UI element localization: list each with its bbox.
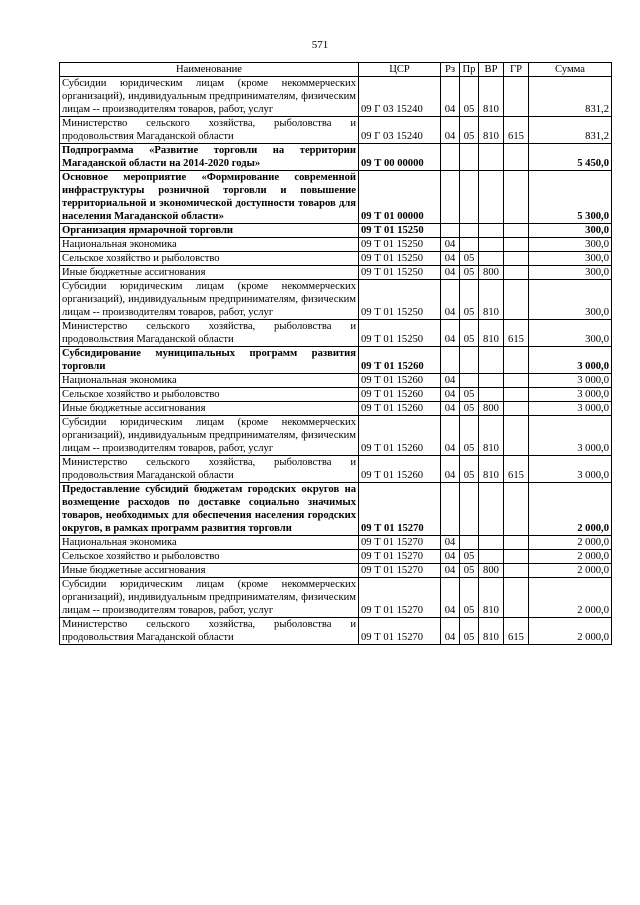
row-name: Субсидирование муниципальных программ развития торговли: [60, 347, 359, 374]
row-gr: [504, 144, 529, 171]
row-rz: [441, 483, 460, 536]
row-pr: 05: [460, 564, 479, 578]
row-gr: [504, 374, 529, 388]
row-pr: 05: [460, 618, 479, 645]
table-row: [60, 144, 612, 171]
row-name: Национальная экономика: [60, 238, 359, 252]
row-csr: 09 Г 03 15240: [359, 117, 441, 144]
row-gr: [504, 224, 529, 238]
row-rz: 04: [441, 550, 460, 564]
table-row: [60, 320, 612, 347]
row-vr: [479, 550, 504, 564]
header-sum: Сумма: [529, 63, 612, 77]
row-pr: 05: [460, 266, 479, 280]
row-pr: 05: [460, 117, 479, 144]
row-pr: 05: [460, 456, 479, 483]
row-rz: 04: [441, 280, 460, 320]
row-gr: [504, 347, 529, 374]
row-sum: 5 450,0: [529, 144, 612, 171]
row-vr: [479, 171, 504, 224]
table-row: [60, 374, 612, 388]
row-pr: 05: [460, 77, 479, 117]
row-csr: 09 Т 01 15260: [359, 416, 441, 456]
row-rz: [441, 224, 460, 238]
row-sum: 2 000,0: [529, 564, 612, 578]
row-vr: [479, 483, 504, 536]
row-sum: 3 000,0: [529, 416, 612, 456]
row-vr: 810: [479, 416, 504, 456]
table-header-row: [60, 63, 612, 77]
row-name: Национальная экономика: [60, 374, 359, 388]
row-csr: 09 Т 01 15270: [359, 564, 441, 578]
row-rz: [441, 171, 460, 224]
row-gr: [504, 564, 529, 578]
table-row: [60, 280, 612, 320]
row-csr: 09 Г 03 15240: [359, 77, 441, 117]
row-csr: 09 Т 01 15270: [359, 536, 441, 550]
table-row: [60, 171, 612, 224]
row-gr: [504, 266, 529, 280]
row-vr: 810: [479, 77, 504, 117]
row-sum: 2 000,0: [529, 550, 612, 564]
row-sum: 3 000,0: [529, 347, 612, 374]
row-sum: 831,2: [529, 77, 612, 117]
row-gr: [504, 238, 529, 252]
row-pr: 05: [460, 578, 479, 618]
row-rz: [441, 144, 460, 171]
row-gr: 615: [504, 320, 529, 347]
table-row: [60, 402, 612, 416]
row-name: Иные бюджетные ассигнования: [60, 564, 359, 578]
row-pr: [460, 224, 479, 238]
table-body: [60, 77, 612, 645]
row-sum: 300,0: [529, 224, 612, 238]
row-csr: 09 Т 01 15270: [359, 483, 441, 536]
row-sum: 3 000,0: [529, 374, 612, 388]
row-gr: [504, 578, 529, 618]
row-pr: 05: [460, 252, 479, 266]
row-name: Министерство сельского хозяйства, рыболовства и продовольствия Магаданской области: [60, 456, 359, 483]
header-rz: Рз: [441, 63, 460, 77]
row-sum: 300,0: [529, 238, 612, 252]
row-gr: 615: [504, 456, 529, 483]
row-csr: 09 Т 01 15260: [359, 388, 441, 402]
table-row: [60, 117, 612, 144]
row-rz: 04: [441, 266, 460, 280]
table-row: [60, 550, 612, 564]
row-pr: 05: [460, 388, 479, 402]
row-gr: [504, 77, 529, 117]
row-pr: 05: [460, 416, 479, 456]
budget-table: [59, 62, 612, 645]
row-sum: 2 000,0: [529, 618, 612, 645]
row-csr: 09 Т 01 15250: [359, 224, 441, 238]
row-sum: 2 000,0: [529, 483, 612, 536]
row-rz: 04: [441, 456, 460, 483]
row-rz: 04: [441, 402, 460, 416]
row-rz: 04: [441, 536, 460, 550]
row-vr: [479, 374, 504, 388]
row-vr: [479, 252, 504, 266]
row-sum: 300,0: [529, 252, 612, 266]
row-name: Подпрограмма «Развитие торговли на территории Магаданской области на 2014-2020 годы»: [60, 144, 359, 171]
row-csr: 09 Т 01 15250: [359, 252, 441, 266]
header-gr: ГР: [504, 63, 529, 77]
table-row: [60, 618, 612, 645]
table-row: [60, 238, 612, 252]
row-gr: [504, 416, 529, 456]
table-row: [60, 456, 612, 483]
row-csr: 09 Т 01 15270: [359, 618, 441, 645]
row-rz: 04: [441, 578, 460, 618]
table-row: [60, 266, 612, 280]
row-sum: 3 000,0: [529, 456, 612, 483]
row-csr: 09 Т 01 15250: [359, 238, 441, 252]
row-vr: [479, 238, 504, 252]
row-name: Сельское хозяйство и рыболовство: [60, 252, 359, 266]
row-pr: [460, 536, 479, 550]
row-csr: 09 Т 01 00000: [359, 171, 441, 224]
table-row: [60, 536, 612, 550]
row-vr: 810: [479, 117, 504, 144]
table-row: [60, 347, 612, 374]
row-vr: [479, 388, 504, 402]
row-vr: [479, 224, 504, 238]
row-sum: 3 000,0: [529, 388, 612, 402]
row-name: Министерство сельского хозяйства, рыболовства и продовольствия Магаданской области: [60, 117, 359, 144]
row-sum: 300,0: [529, 266, 612, 280]
row-sum: 2 000,0: [529, 578, 612, 618]
row-rz: 04: [441, 564, 460, 578]
row-rz: 04: [441, 252, 460, 266]
row-rz: 04: [441, 618, 460, 645]
row-sum: 2 000,0: [529, 536, 612, 550]
header-vr: ВР: [479, 63, 504, 77]
row-csr: 09 Т 01 15250: [359, 280, 441, 320]
header-csr: ЦСР: [359, 63, 441, 77]
row-name: Субсидии юридическим лицам (кроме некоммерческих организаций), индивидуальным предпринимателям, физическим лицам -- производителям товаров, работ, услуг: [60, 280, 359, 320]
row-name: Сельское хозяйство и рыболовство: [60, 388, 359, 402]
row-gr: [504, 171, 529, 224]
row-rz: [441, 347, 460, 374]
row-csr: 09 Т 01 15270: [359, 550, 441, 564]
row-csr: 09 Т 01 15250: [359, 266, 441, 280]
row-gr: [504, 280, 529, 320]
row-gr: [504, 483, 529, 536]
row-name: Министерство сельского хозяйства, рыболовства и продовольствия Магаданской области: [60, 320, 359, 347]
row-pr: [460, 144, 479, 171]
row-rz: 04: [441, 238, 460, 252]
header-pr: Пр: [460, 63, 479, 77]
row-name: Иные бюджетные ассигнования: [60, 402, 359, 416]
row-sum: 5 300,0: [529, 171, 612, 224]
row-name: Иные бюджетные ассигнования: [60, 266, 359, 280]
table-row: [60, 252, 612, 266]
row-vr: 810: [479, 618, 504, 645]
row-name: Субсидии юридическим лицам (кроме некоммерческих организаций), индивидуальным предпринимателям, физическим лицам -- производителям товаров, работ, услуг: [60, 77, 359, 117]
row-name: Сельское хозяйство и рыболовство: [60, 550, 359, 564]
row-name: Предоставление субсидий бюджетам городских округов на возмещение расходов по доставке социально значимых товаров, необходимых для обеспечения населения городских округов, в рамках программ развития торговли: [60, 483, 359, 536]
row-pr: [460, 483, 479, 536]
row-pr: [460, 374, 479, 388]
row-rz: 04: [441, 388, 460, 402]
table-row: [60, 224, 612, 238]
row-pr: 05: [460, 280, 479, 320]
row-vr: 800: [479, 402, 504, 416]
row-csr: 09 Т 00 00000: [359, 144, 441, 171]
table-row: [60, 578, 612, 618]
row-vr: 810: [479, 456, 504, 483]
row-vr: 810: [479, 280, 504, 320]
table-row: [60, 483, 612, 536]
row-name: Основное мероприятие «Формирование современной инфраструктуры розничной торговли и повышение территориальной и экономической доступности товаров для населения Магаданской области»: [60, 171, 359, 224]
row-gr: [504, 402, 529, 416]
row-gr: [504, 550, 529, 564]
header-name: Наименование: [60, 63, 359, 77]
row-vr: [479, 347, 504, 374]
row-name: Министерство сельского хозяйства, рыболовства и продовольствия Магаданской области: [60, 618, 359, 645]
table-row: [60, 416, 612, 456]
row-sum: 831,2: [529, 117, 612, 144]
row-pr: [460, 238, 479, 252]
row-name: Субсидии юридическим лицам (кроме некоммерческих организаций), индивидуальным предпринимателям, физическим лицам -- производителям товаров, работ, услуг: [60, 578, 359, 618]
page-number: 571: [311, 39, 329, 51]
row-vr: 810: [479, 578, 504, 618]
row-rz: 04: [441, 77, 460, 117]
row-name: Организация ярмарочной торговли: [60, 224, 359, 238]
row-rz: 04: [441, 320, 460, 347]
row-name: Субсидии юридическим лицам (кроме некоммерческих организаций), индивидуальным предпринимателям, физическим лицам -- производителям товаров, работ, услуг: [60, 416, 359, 456]
row-vr: [479, 144, 504, 171]
row-name: Национальная экономика: [60, 536, 359, 550]
row-vr: [479, 536, 504, 550]
row-vr: 800: [479, 266, 504, 280]
row-sum: 3 000,0: [529, 402, 612, 416]
row-rz: 04: [441, 374, 460, 388]
row-pr: [460, 171, 479, 224]
row-gr: 615: [504, 618, 529, 645]
row-pr: 05: [460, 402, 479, 416]
row-gr: [504, 388, 529, 402]
row-sum: 300,0: [529, 320, 612, 347]
row-rz: 04: [441, 117, 460, 144]
row-csr: 09 Т 01 15250: [359, 320, 441, 347]
row-vr: 810: [479, 320, 504, 347]
row-csr: 09 Т 01 15260: [359, 347, 441, 374]
row-csr: 09 Т 01 15260: [359, 456, 441, 483]
row-vr: 800: [479, 564, 504, 578]
row-rz: 04: [441, 416, 460, 456]
row-sum: 300,0: [529, 280, 612, 320]
row-gr: [504, 252, 529, 266]
row-pr: [460, 347, 479, 374]
row-gr: 615: [504, 117, 529, 144]
row-csr: 09 Т 01 15260: [359, 402, 441, 416]
row-csr: 09 Т 01 15270: [359, 578, 441, 618]
row-pr: 05: [460, 550, 479, 564]
table-row: [60, 388, 612, 402]
row-pr: 05: [460, 320, 479, 347]
table-row: [60, 564, 612, 578]
table-row: [60, 77, 612, 117]
row-gr: [504, 536, 529, 550]
row-csr: 09 Т 01 15260: [359, 374, 441, 388]
